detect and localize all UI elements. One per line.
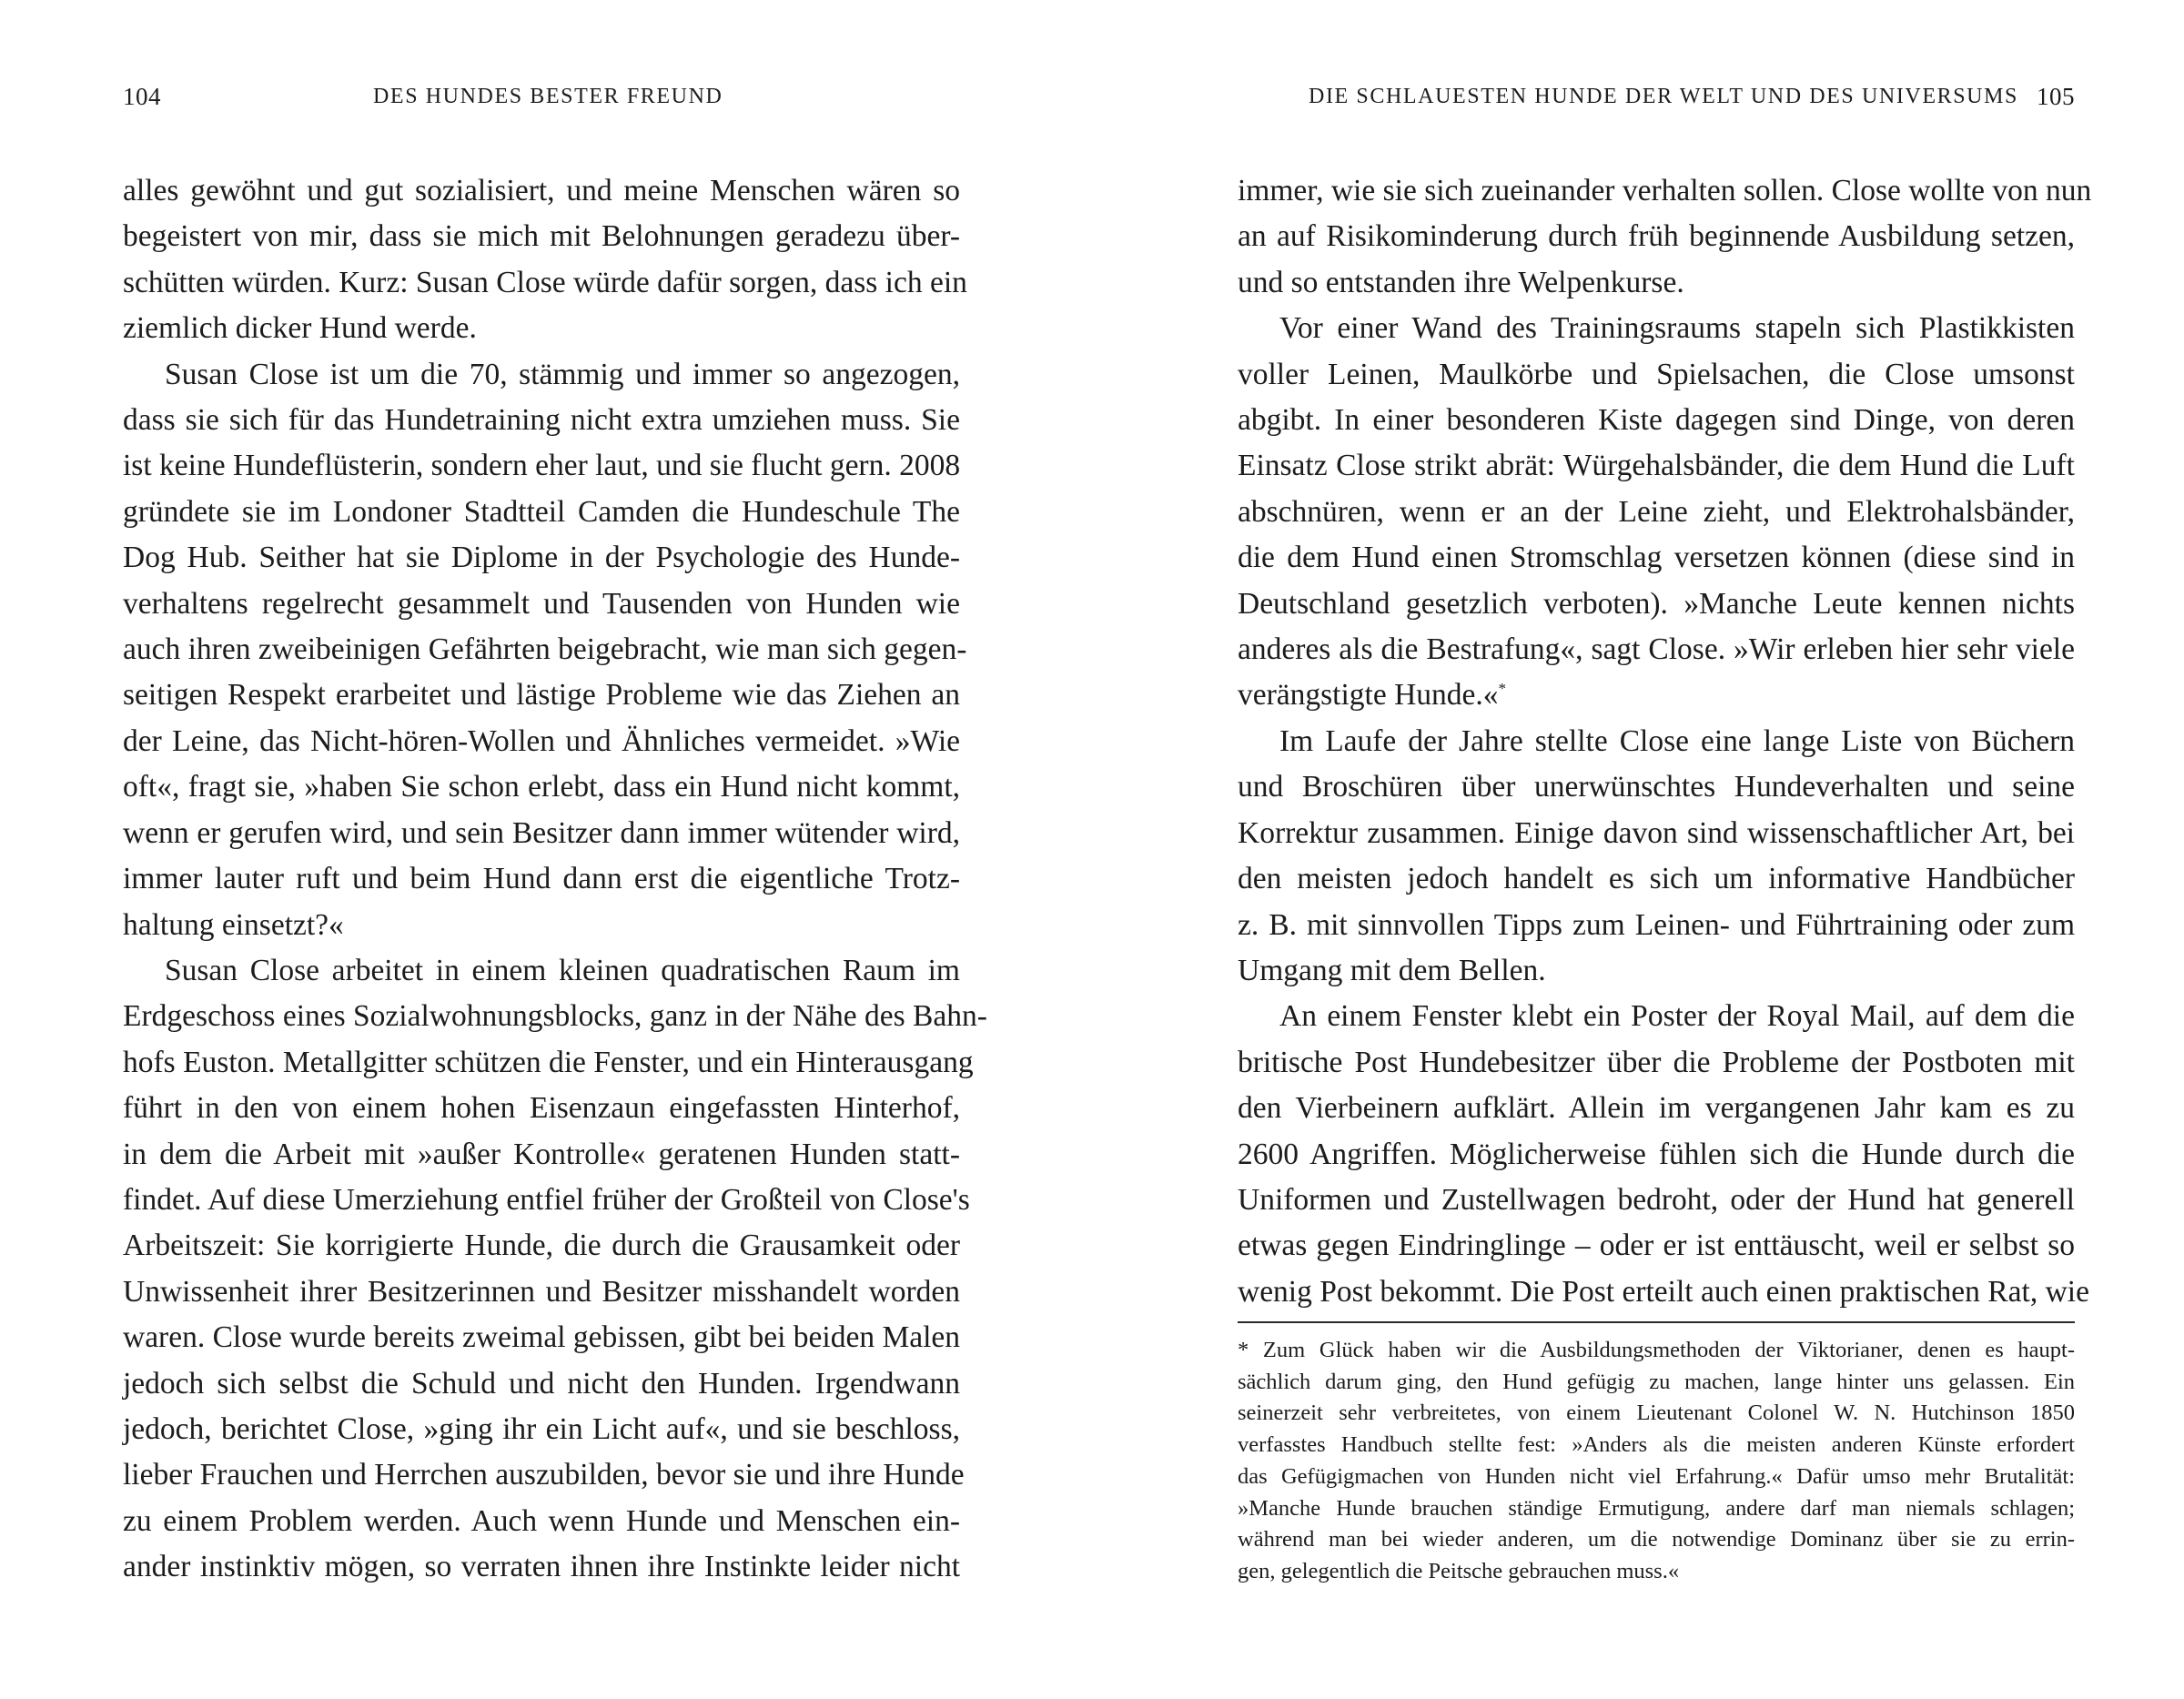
text-line: führt in den von einem hohen Eisenzaun eingefassten Hinterhof, — [123, 1091, 960, 1126]
left-page — [123, 0, 987, 1699]
paragraph — [1238, 306, 2075, 719]
text-line: und so entstanden ihre Welpenkurse. — [1238, 265, 1684, 299]
text-line: 2600 Angriffen. Möglicherweise fühlen sich die Hunde durch die — [1238, 1137, 2075, 1171]
text-line: oft«, fragt sie, »haben Sie schon erlebt, dass ein Hund nicht kommt, — [123, 770, 960, 804]
text-line: Arbeitszeit: Sie korrigierte Hunde, die durch die Grausamkeit oder — [123, 1229, 960, 1263]
text-line: verängstigte Hunde.«* — [1238, 678, 1507, 713]
text-line: Im Laufe der Jahre stellte Close eine lange Liste von Büchern — [1279, 723, 2075, 758]
text-line: Unwissenheit ihrer Besitzerinnen und Besitzer misshandelt worden — [123, 1274, 960, 1309]
text-line: den Vierbeinern aufklärt. Allein im vergangenen Jahr kam es zu — [1238, 1091, 2075, 1126]
text-line: den meisten jedoch handelt es sich um informative Handbücher — [1238, 862, 2075, 896]
text-line: begeistert von mir, dass sie mich mit Belohnungen geradezu über- — [123, 219, 960, 254]
text-line: Susan Close arbeitet in einem kleinen quadratischen Raum im — [165, 953, 960, 987]
footnote-line: seinerzeit sehr verbreitetes, von einem Lieutenant Colonel W. N. Hutchinson 1850 — [1238, 1401, 2075, 1426]
text-line: lieber Frauchen und Herrchen auszubilden, bevor sie und ihre Hunde — [123, 1458, 965, 1492]
text-line: waren. Close wurde bereits zweimal gebissen, gibt bei beiden Malen — [123, 1320, 961, 1355]
text-line: abschnüren, wenn er an der Leine zieht, und Elektrohalsbänder, — [1238, 494, 2075, 529]
text-line: An einem Fenster klebt ein Poster der Royal Mail, auf dem die — [1279, 999, 2075, 1034]
footnote-line: das Gefügigmachen von Hunden nicht viel Erfahrung.« Dafür umso mehr Brutalität: — [1238, 1463, 2075, 1489]
text-line: Deutschland gesetzlich verboten). »Manche Leute kennen nichts — [1238, 586, 2075, 621]
footnote-line: gen, gelegentlich die Peitsche gebrauchen muss.« — [1238, 1558, 1680, 1583]
text-line: abgibt. In einer besonderen Kiste dagegen sind Dinge, von deren — [1238, 403, 2075, 438]
text-line: Susan Close ist um die 70, stämmig und immer so angezogen, — [165, 357, 960, 391]
running-title: DES HUNDES BESTER FREUND — [373, 85, 723, 108]
text-line: Dog Hub. Seither hat sie Diplome in der Psychologie des Hunde- — [123, 541, 960, 575]
footnote-line: »Manche Hunde brauchen ständige Ermutigung, andere darf man niemals schlagen; — [1238, 1495, 2075, 1521]
text-line: Uniformen und Zustellwagen bedroht, oder der Hund hat generell — [1238, 1182, 2075, 1217]
running-head-right — [1238, 78, 2075, 115]
text-line: zu einem Problem werden. Auch wenn Hunde und Menschen ein- — [123, 1503, 960, 1538]
text-line: Einsatz Close strikt abrät: Würgehalsbänder, die dem Hund die Luft — [1238, 449, 2075, 483]
text-line: anderes als die Bestrafung«, sagt Close. »Wir erleben hier sehr viele — [1238, 632, 2075, 667]
running-head-left — [123, 78, 960, 115]
text-line: etwas gegen Eindringlinge – oder er ist enttäuscht, weil er selbst so — [1238, 1229, 2075, 1263]
text-line: alles gewöhnt und gut sozialisiert, und meine Menschen wären so — [123, 174, 960, 207]
text-line: wenn er gerufen wird, und sein Besitzer dann immer wütender wird, — [123, 815, 960, 850]
footnote-line: * Zum Glück haben wir die Ausbildungsmethoden der Viktorianer, denen es haupt- — [1238, 1338, 2075, 1362]
text-line: findet. Auf diese Umerziehung entfiel früher der Großteil von Close's — [123, 1182, 970, 1217]
paragraph — [1238, 994, 2089, 1315]
text-line: britische Post Hundebesitzer über die Probleme der Postboten mit — [1238, 1045, 2075, 1079]
text-line: z. B. mit sinnvollen Tipps zum Leinen- und Führtraining oder zum — [1238, 907, 2075, 942]
text-line: immer, wie sie sich zueinander verhalten sollen. Close wollte von nun — [1238, 174, 2092, 207]
text-line: ziemlich dicker Hund werde. — [123, 311, 477, 346]
text-line: an auf Risikominderung durch früh beginnende Ausbildung setzen, — [1238, 219, 2075, 254]
text-line: in dem die Arbeit mit »außer Kontrolle« geratenen Hunden statt- — [123, 1137, 960, 1171]
text-line: jedoch sich selbst die Schuld und nicht den Hunden. Irgendwann — [123, 1366, 960, 1401]
paragraph — [123, 168, 967, 352]
text-line: hofs Euston. Metallgitter schützen die Fenster, und ein Hinterausgang — [123, 1045, 974, 1079]
text-line: auch ihren zweibeinigen Gefährten beigebracht, wie man sich gegen- — [123, 632, 967, 667]
right-page — [1238, 0, 2092, 1699]
paragraph — [123, 948, 987, 1591]
footnote — [1238, 1335, 2075, 1588]
text-line: und Broschüren über unerwünschtes Hundeverhalten und seine — [1238, 770, 2075, 804]
paragraph — [1238, 719, 2075, 994]
text-line: voller Leinen, Maulkörbe und Spielsachen, die Close umsonst — [1238, 357, 2075, 391]
text-line: jedoch, berichtet Close, »ging ihr ein Licht auf«, und sie beschloss, — [123, 1411, 960, 1446]
text-line: immer lauter ruft und beim Hund dann erst die eigentliche Trotz- — [123, 862, 960, 896]
page-number: 104 — [123, 83, 161, 110]
body-text — [1238, 168, 2092, 1315]
text-line: gründete sie im Londoner Stadtteil Camden die Hundeschule The — [123, 494, 960, 529]
text-line: ander instinktiv mögen, so verraten ihnen ihre Instinkte leider nicht — [123, 1550, 960, 1584]
body-text — [123, 168, 987, 1591]
text-line: Vor einer Wand des Trainingsraums stapeln sich Plastikkisten — [1279, 311, 2075, 346]
text-line: Erdgeschoss eines Sozialwohnungsblocks, ganz in der Nähe des Bahn- — [123, 999, 987, 1034]
paragraph — [1238, 168, 2092, 306]
text-line: die dem Hund einen Stromschlag versetzen können (diese sind in — [1238, 541, 2075, 575]
page-number: 105 — [2037, 83, 2075, 110]
footnote-rule — [1238, 1321, 2075, 1323]
paragraph — [123, 352, 967, 948]
footnote-line: während man bei wieder anderen, um die notwendige Dominanz über sie zu errin- — [1238, 1527, 2075, 1552]
text-line: schütten würden. Kurz: Susan Close würde dafür sorgen, dass ich ein — [123, 265, 967, 299]
text-line: der Leine, das Nicht-hören-Wollen und Ähnliches vermeidet. »Wie — [123, 723, 960, 758]
text-line: haltung einsetzt?« — [123, 907, 344, 942]
text-line: Korrektur zusammen. Einige davon sind wissenschaftlicher Art, bei — [1238, 815, 2075, 850]
running-title: DIE SCHLAUESTEN HUNDE DER WELT UND DES UNIVERSUMS — [1309, 85, 2018, 108]
text-line: wenig Post bekommt. Die Post erteilt auch einen praktischen Rat, wie — [1238, 1274, 2089, 1309]
footnote-marker: * — [1498, 680, 1507, 698]
text-line: seitigen Respekt erarbeitet und lästige Probleme wie das Ziehen an — [123, 678, 960, 713]
footnote-line: sächlich darum ging, den Hund gefügig zu machen, lange hinter uns gelassen. Ein — [1238, 1369, 2075, 1394]
text-line: Umgang mit dem Bellen. — [1238, 953, 1546, 987]
text-line: verhaltens regelrecht gesammelt und Tausenden von Hunden wie — [123, 586, 960, 621]
footnote-line: verfasstes Handbuch stellte fest: »Anders als die meisten anderen Künste erfordert — [1238, 1432, 2075, 1458]
text-line: ist keine Hundeflüsterin, sondern eher laut, und sie flucht gern. 2008 — [123, 449, 961, 483]
text-line: dass sie sich für das Hundetraining nicht extra umziehen muss. Sie — [123, 403, 960, 438]
